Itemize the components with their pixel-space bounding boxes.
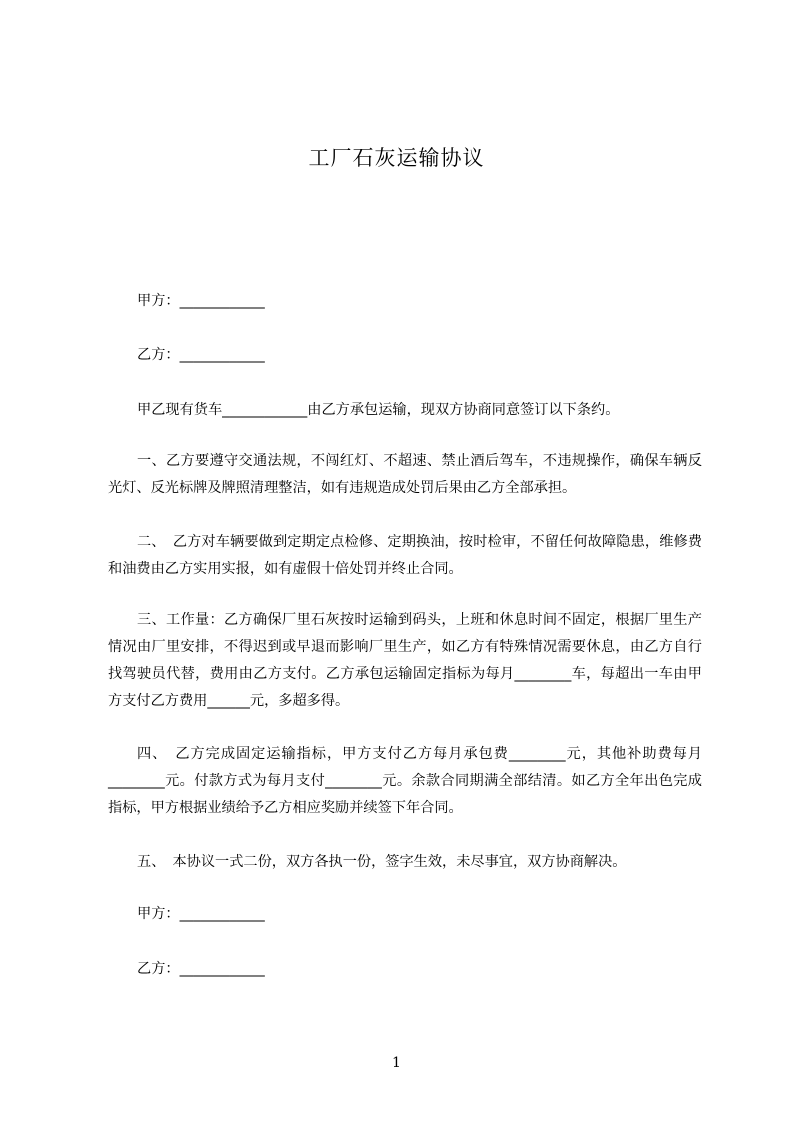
document-title: 工厂石灰运输协议 <box>308 146 485 170</box>
clause-1: 一、乙方要遵守交通法规，不闯红灯、不超速、禁止酒后驾车，不违规操作，确保车辆反光灯、反光标牌及牌照清理整洁，如有违规造成处罚后果由乙方全部承担。 <box>108 453 702 496</box>
clause-5: 五、 本协议一式二份，双方各执一份，签字生效，未尽事宜，双方协商解决。 <box>137 854 627 870</box>
party-b-top: 乙方：____________ <box>137 347 265 363</box>
clause-3: 三、工作量：乙方确保厂里石灰按时运输到码头，上班和休息时间不固定，根据厂里生产情况由厂里安排，不得迟到或早退而影响厂里生产，如乙方有特殊情况需要休息，由乙方自行找驾驶员代替，费用由乙方支付。乙方承包运输固定指标为每月________车，每超出一车由甲方支付乙方费用______元，多超多得。 <box>108 612 702 709</box>
intro-paragraph: 甲乙现有货车____________由乙方承包运输，现双方协商同意签订以下条约。 <box>137 402 620 418</box>
page-number: 1 <box>392 1055 401 1071</box>
clause-4: 四、 乙方完成固定运输指标，甲方支付乙方每月承包费________元，其他补助费每月________元。付款方式为每月支付________元。余款合同期满全部结清。如乙方全年出色完成指标，甲方根据业绩给予乙方相应奖励并续签下年合同。 <box>108 746 702 816</box>
party-a-top: 甲方：____________ <box>137 293 265 309</box>
clause-2: 二、 乙方对车辆要做到定期定点检修、定期换油，按时检审，不留任何故障隐患，维修费和油费由乙方实用实报，如有虚假十倍处罚并终止合同。 <box>108 534 702 577</box>
party-b-bottom: 乙方：____________ <box>137 961 265 977</box>
party-a-bottom: 甲方：____________ <box>137 906 265 922</box>
